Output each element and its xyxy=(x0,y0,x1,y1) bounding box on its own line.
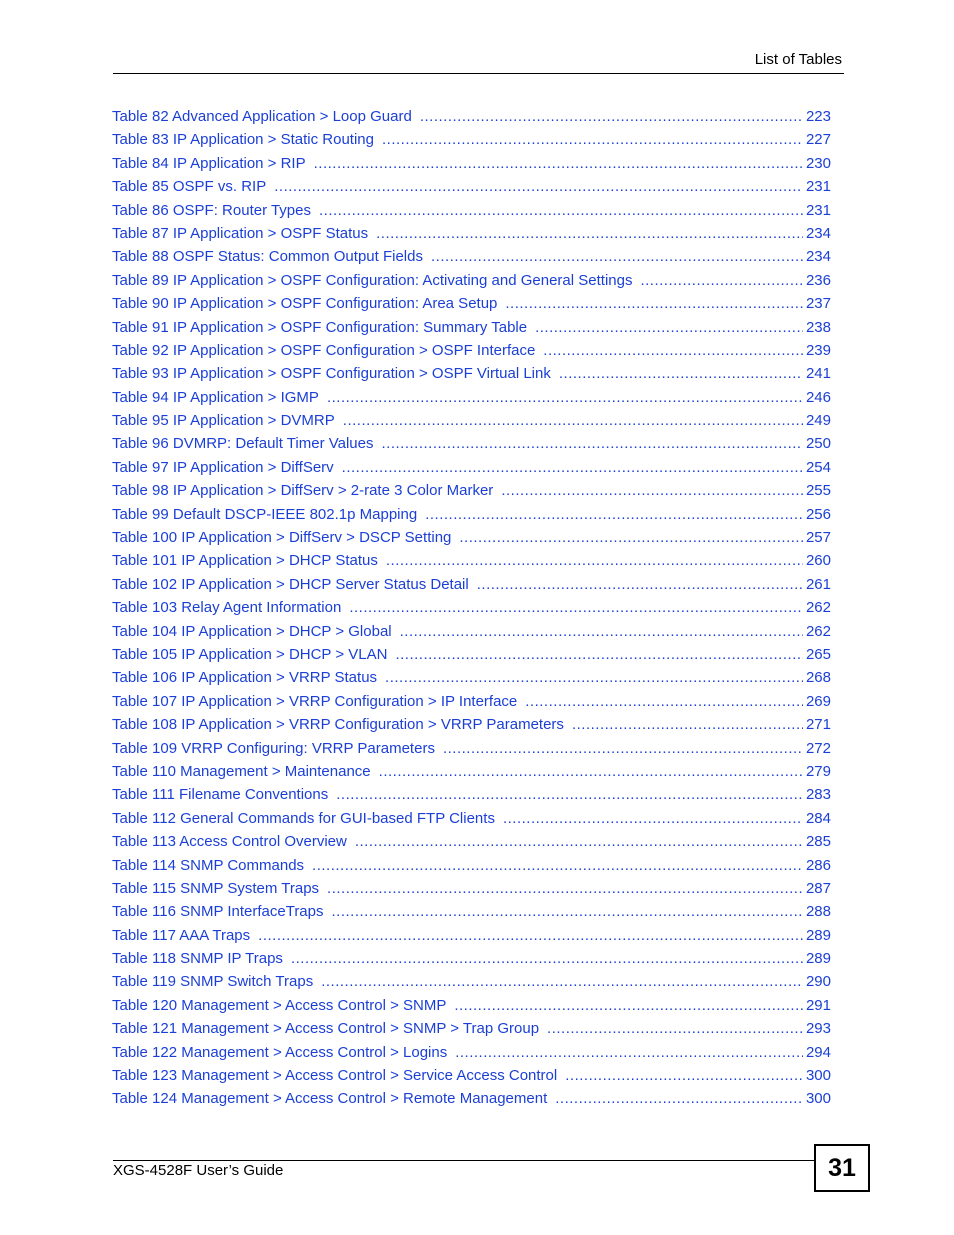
toc-entry-label: Table 112 General Commands for GUI-based FTP Clients xyxy=(112,809,495,827)
toc-entry-page: 287 xyxy=(805,879,831,897)
toc-entry-label: Table 122 Management > Access Control > Logins xyxy=(112,1043,448,1061)
toc-entry[interactable] xyxy=(112,362,831,385)
dot-leader xyxy=(327,386,803,409)
toc-entry-page: 288 xyxy=(805,903,831,921)
toc-entry-page: 246 xyxy=(805,388,831,406)
toc-entry[interactable] xyxy=(112,1087,831,1110)
guide-title: XGS-4528F User’s Guide xyxy=(113,1162,284,1179)
toc-entry[interactable] xyxy=(112,269,831,292)
toc-entry[interactable] xyxy=(112,690,831,713)
dot-leader xyxy=(565,1064,803,1087)
toc-entry-label: Table 87 IP Application > OSPF Status xyxy=(112,224,369,242)
toc-entry-page: 249 xyxy=(805,412,831,430)
toc-entry-page: 262 xyxy=(805,599,831,617)
toc-entry-page: 257 xyxy=(805,529,831,547)
dot-leader xyxy=(336,783,803,806)
toc-entry-label: Table 103 Relay Agent Information xyxy=(112,599,342,617)
dot-leader xyxy=(501,479,803,502)
page-number: 31 xyxy=(814,1144,870,1192)
toc-entry-label: Table 105 IP Application > DHCP > VLAN xyxy=(112,645,388,663)
toc-entry-label: Table 94 IP Application > IGMP xyxy=(112,388,319,406)
toc-entry[interactable] xyxy=(112,666,831,689)
toc-entry-page: 256 xyxy=(805,505,831,523)
toc-entry[interactable] xyxy=(112,807,831,830)
toc-entry-page: 294 xyxy=(805,1043,831,1061)
dot-leader xyxy=(459,526,803,549)
dot-leader xyxy=(572,713,803,736)
section-title: List of Tables xyxy=(754,51,842,68)
dot-leader xyxy=(327,877,803,900)
toc-entry[interactable] xyxy=(112,1041,831,1064)
toc-entry-label: Table 102 IP Application > DHCP Server Status Detail xyxy=(112,575,469,593)
toc-entry-page: 285 xyxy=(805,833,831,851)
dot-leader xyxy=(379,760,803,783)
toc-entry-label: Table 88 OSPF Status: Common Output Fields xyxy=(112,248,423,266)
dot-leader xyxy=(395,643,803,666)
dot-leader xyxy=(314,152,803,175)
toc-entry-label: Table 100 IP Application > DiffServ > DSCP Setting xyxy=(112,529,452,547)
toc-entry-label: Table 83 IP Application > Static Routing xyxy=(112,131,374,149)
toc-entry[interactable] xyxy=(112,970,831,993)
toc-entry-page: 300 xyxy=(805,1090,831,1108)
toc-entry-page: 293 xyxy=(805,1020,831,1038)
toc-entry-label: Table 97 IP Application > DiffServ xyxy=(112,458,334,476)
toc-entry[interactable] xyxy=(112,760,831,783)
toc-entry-page: 223 xyxy=(805,108,831,125)
toc-entry-label: Table 84 IP Application > RIP xyxy=(112,154,306,172)
toc-entry-label: Table 107 IP Application > VRRP Configuration > IP Interface xyxy=(112,692,518,710)
toc-entry-page: 291 xyxy=(805,996,831,1014)
toc-entry-label: Table 108 IP Application > VRRP Configuration > VRRP Parameters xyxy=(112,716,564,734)
toc-entry-page: 231 xyxy=(805,178,831,196)
toc-entry[interactable] xyxy=(112,620,831,643)
toc-entry-label: Table 86 OSPF: Router Types xyxy=(112,201,311,219)
toc-entry[interactable] xyxy=(112,479,831,502)
toc-entry[interactable] xyxy=(112,222,831,245)
toc-entry[interactable] xyxy=(112,409,831,432)
toc-entry[interactable] xyxy=(112,503,831,526)
toc-entry-label: Table 118 SNMP IP Traps xyxy=(112,950,283,968)
toc-entry[interactable] xyxy=(112,947,831,970)
toc-entry-label: Table 101 IP Application > DHCP Status xyxy=(112,552,378,570)
dot-leader xyxy=(400,620,803,643)
toc-entry-page: 231 xyxy=(805,201,831,219)
dot-leader xyxy=(640,269,803,292)
toc-entry-label: Table 95 IP Application > DVMRP xyxy=(112,412,335,430)
toc-entry[interactable] xyxy=(112,877,831,900)
toc-entry-label: Table 111 Filename Conventions xyxy=(112,786,329,804)
toc-entry-label: Table 92 IP Application > OSPF Configuration > OSPF Interface xyxy=(112,341,536,359)
dot-leader xyxy=(319,199,803,222)
toc-entry[interactable] xyxy=(112,596,831,619)
dot-leader xyxy=(312,854,803,877)
dot-leader xyxy=(477,573,803,596)
toc-entry-page: 234 xyxy=(805,248,831,266)
toc-entry-label: Table 119 SNMP Switch Traps xyxy=(112,973,314,991)
toc-entry-label: Table 82 Advanced Application > Loop Guard xyxy=(112,108,412,125)
dot-leader xyxy=(543,339,803,362)
toc-entry-label: Table 89 IP Application > OSPF Configuration: Activating and General Settings xyxy=(112,271,633,289)
toc-entry[interactable] xyxy=(112,713,831,736)
toc-entry[interactable] xyxy=(112,573,831,596)
toc-entry-page: 234 xyxy=(805,224,831,242)
toc-entry-page: 250 xyxy=(805,435,831,453)
toc-entry-label: Table 124 Management > Access Control > Remote Management xyxy=(112,1090,548,1108)
toc-entry[interactable] xyxy=(112,316,831,339)
dot-leader xyxy=(342,456,803,479)
toc-entry-label: Table 93 IP Application > OSPF Configuration > OSPF Virtual Link xyxy=(112,365,551,383)
header-divider xyxy=(113,73,844,74)
toc-entry[interactable] xyxy=(112,152,831,175)
dot-leader xyxy=(455,1041,803,1064)
toc-entry-page: 279 xyxy=(805,762,831,780)
toc-entry-label: Table 104 IP Application > DHCP > Global xyxy=(112,622,392,640)
dot-leader xyxy=(385,666,803,689)
toc-entry[interactable] xyxy=(112,830,831,853)
toc-entry-page: 289 xyxy=(805,926,831,944)
toc-entry-page: 265 xyxy=(805,645,831,663)
toc-entry-page: 236 xyxy=(805,271,831,289)
dot-leader xyxy=(332,900,803,923)
dot-leader xyxy=(525,690,803,713)
dot-leader xyxy=(555,1087,803,1110)
toc-entry-page: 237 xyxy=(805,295,831,313)
toc-entry-label: Table 99 Default DSCP-IEEE 802.1p Mapping xyxy=(112,505,418,523)
toc-entry-page: 268 xyxy=(805,669,831,687)
toc-entry[interactable] xyxy=(112,128,831,151)
toc-entry-page: 230 xyxy=(805,154,831,172)
toc-entry[interactable] xyxy=(112,526,831,549)
toc-entry-label: Table 85 OSPF vs. RIP xyxy=(112,178,267,196)
toc-entry-page: 255 xyxy=(805,482,831,500)
toc-entry-label: Table 91 IP Application > OSPF Configuration: Summary Table xyxy=(112,318,528,336)
toc-entry-label: Table 120 Management > Access Control > SNMP xyxy=(112,996,447,1014)
toc-entry[interactable] xyxy=(112,549,831,572)
toc-entry-page: 300 xyxy=(805,1067,831,1085)
dot-leader xyxy=(349,596,803,619)
dot-leader xyxy=(535,316,803,339)
toc-entry-label: Table 110 Management > Maintenance xyxy=(112,762,371,780)
toc-entry[interactable] xyxy=(112,1064,831,1087)
toc-entry-page: 262 xyxy=(805,622,831,640)
toc-entry[interactable] xyxy=(112,199,831,222)
dot-leader xyxy=(386,549,803,572)
dot-leader xyxy=(559,362,803,385)
dot-leader xyxy=(382,128,803,151)
toc-entry[interactable] xyxy=(112,245,831,268)
toc-entry-label: Table 106 IP Application > VRRP Status xyxy=(112,669,378,687)
toc-entry-label: Table 116 SNMP InterfaceTraps xyxy=(112,903,324,921)
toc-entry[interactable] xyxy=(112,924,831,947)
dot-leader xyxy=(443,737,803,760)
dot-leader xyxy=(355,830,803,853)
toc-entry-label: Table 109 VRRP Configuring: VRRP Parameters xyxy=(112,739,435,757)
toc-entry[interactable] xyxy=(112,854,831,877)
toc-entry-page: 283 xyxy=(805,786,831,804)
dot-leader xyxy=(547,1017,803,1040)
dot-leader xyxy=(274,175,803,198)
toc-entry-label: Table 117 AAA Traps xyxy=(112,926,251,944)
toc-entry-label: Table 123 Management > Access Control > Service Access Control xyxy=(112,1067,558,1085)
dot-leader xyxy=(503,807,803,830)
toc-entry[interactable] xyxy=(112,737,831,760)
toc-entry[interactable] xyxy=(112,643,831,666)
toc-entry-page: 290 xyxy=(805,973,831,991)
toc-entry-page: 241 xyxy=(805,365,831,383)
dot-leader xyxy=(454,994,803,1017)
dot-leader xyxy=(258,924,803,947)
toc-entry-label: Table 121 Management > Access Control > SNMP > Trap Group xyxy=(112,1020,540,1038)
dot-leader xyxy=(291,947,803,970)
toc-entry[interactable] xyxy=(112,292,831,315)
toc-entry[interactable] xyxy=(112,1017,831,1040)
toc-entry[interactable] xyxy=(112,175,831,198)
toc-entry-page: 284 xyxy=(805,809,831,827)
toc-entry-page: 254 xyxy=(805,458,831,476)
dot-leader xyxy=(425,503,803,526)
toc-entry[interactable] xyxy=(112,432,831,455)
dot-leader xyxy=(505,292,803,315)
toc-entry-label: Table 90 IP Application > OSPF Configuration: Area Setup xyxy=(112,295,498,313)
toc-entry-page: 272 xyxy=(805,739,831,757)
toc-entry-page: 239 xyxy=(805,341,831,359)
dot-leader xyxy=(420,105,803,128)
list-of-tables xyxy=(112,105,831,1111)
toc-entry-page: 269 xyxy=(805,692,831,710)
toc-entry-page: 238 xyxy=(805,318,831,336)
dot-leader xyxy=(321,970,803,993)
toc-entry[interactable] xyxy=(112,105,831,128)
toc-entry-page: 286 xyxy=(805,856,831,874)
toc-entry[interactable] xyxy=(112,386,831,409)
dot-leader xyxy=(376,222,803,245)
toc-entry-page: 289 xyxy=(805,950,831,968)
toc-entry-label: Table 114 SNMP Commands xyxy=(112,856,305,874)
toc-entry-page: 271 xyxy=(805,716,831,734)
dot-leader xyxy=(343,409,803,432)
dot-leader xyxy=(431,245,803,268)
toc-entry-page: 227 xyxy=(805,131,831,149)
toc-entry-page: 260 xyxy=(805,552,831,570)
toc-entry[interactable] xyxy=(112,339,831,362)
toc-entry[interactable] xyxy=(112,456,831,479)
toc-entry-label: Table 96 DVMRP: Default Timer Values xyxy=(112,435,374,453)
toc-entry-label: Table 113 Access Control Overview xyxy=(112,833,347,851)
toc-entry[interactable] xyxy=(112,900,831,923)
toc-entry[interactable] xyxy=(112,783,831,806)
dot-leader xyxy=(382,432,803,455)
toc-entry-page: 261 xyxy=(805,575,831,593)
toc-entry-label: Table 98 IP Application > DiffServ > 2-rate 3 Color Marker xyxy=(112,482,494,500)
toc-entry[interactable] xyxy=(112,994,831,1017)
toc-entry-label: Table 115 SNMP System Traps xyxy=(112,879,320,897)
